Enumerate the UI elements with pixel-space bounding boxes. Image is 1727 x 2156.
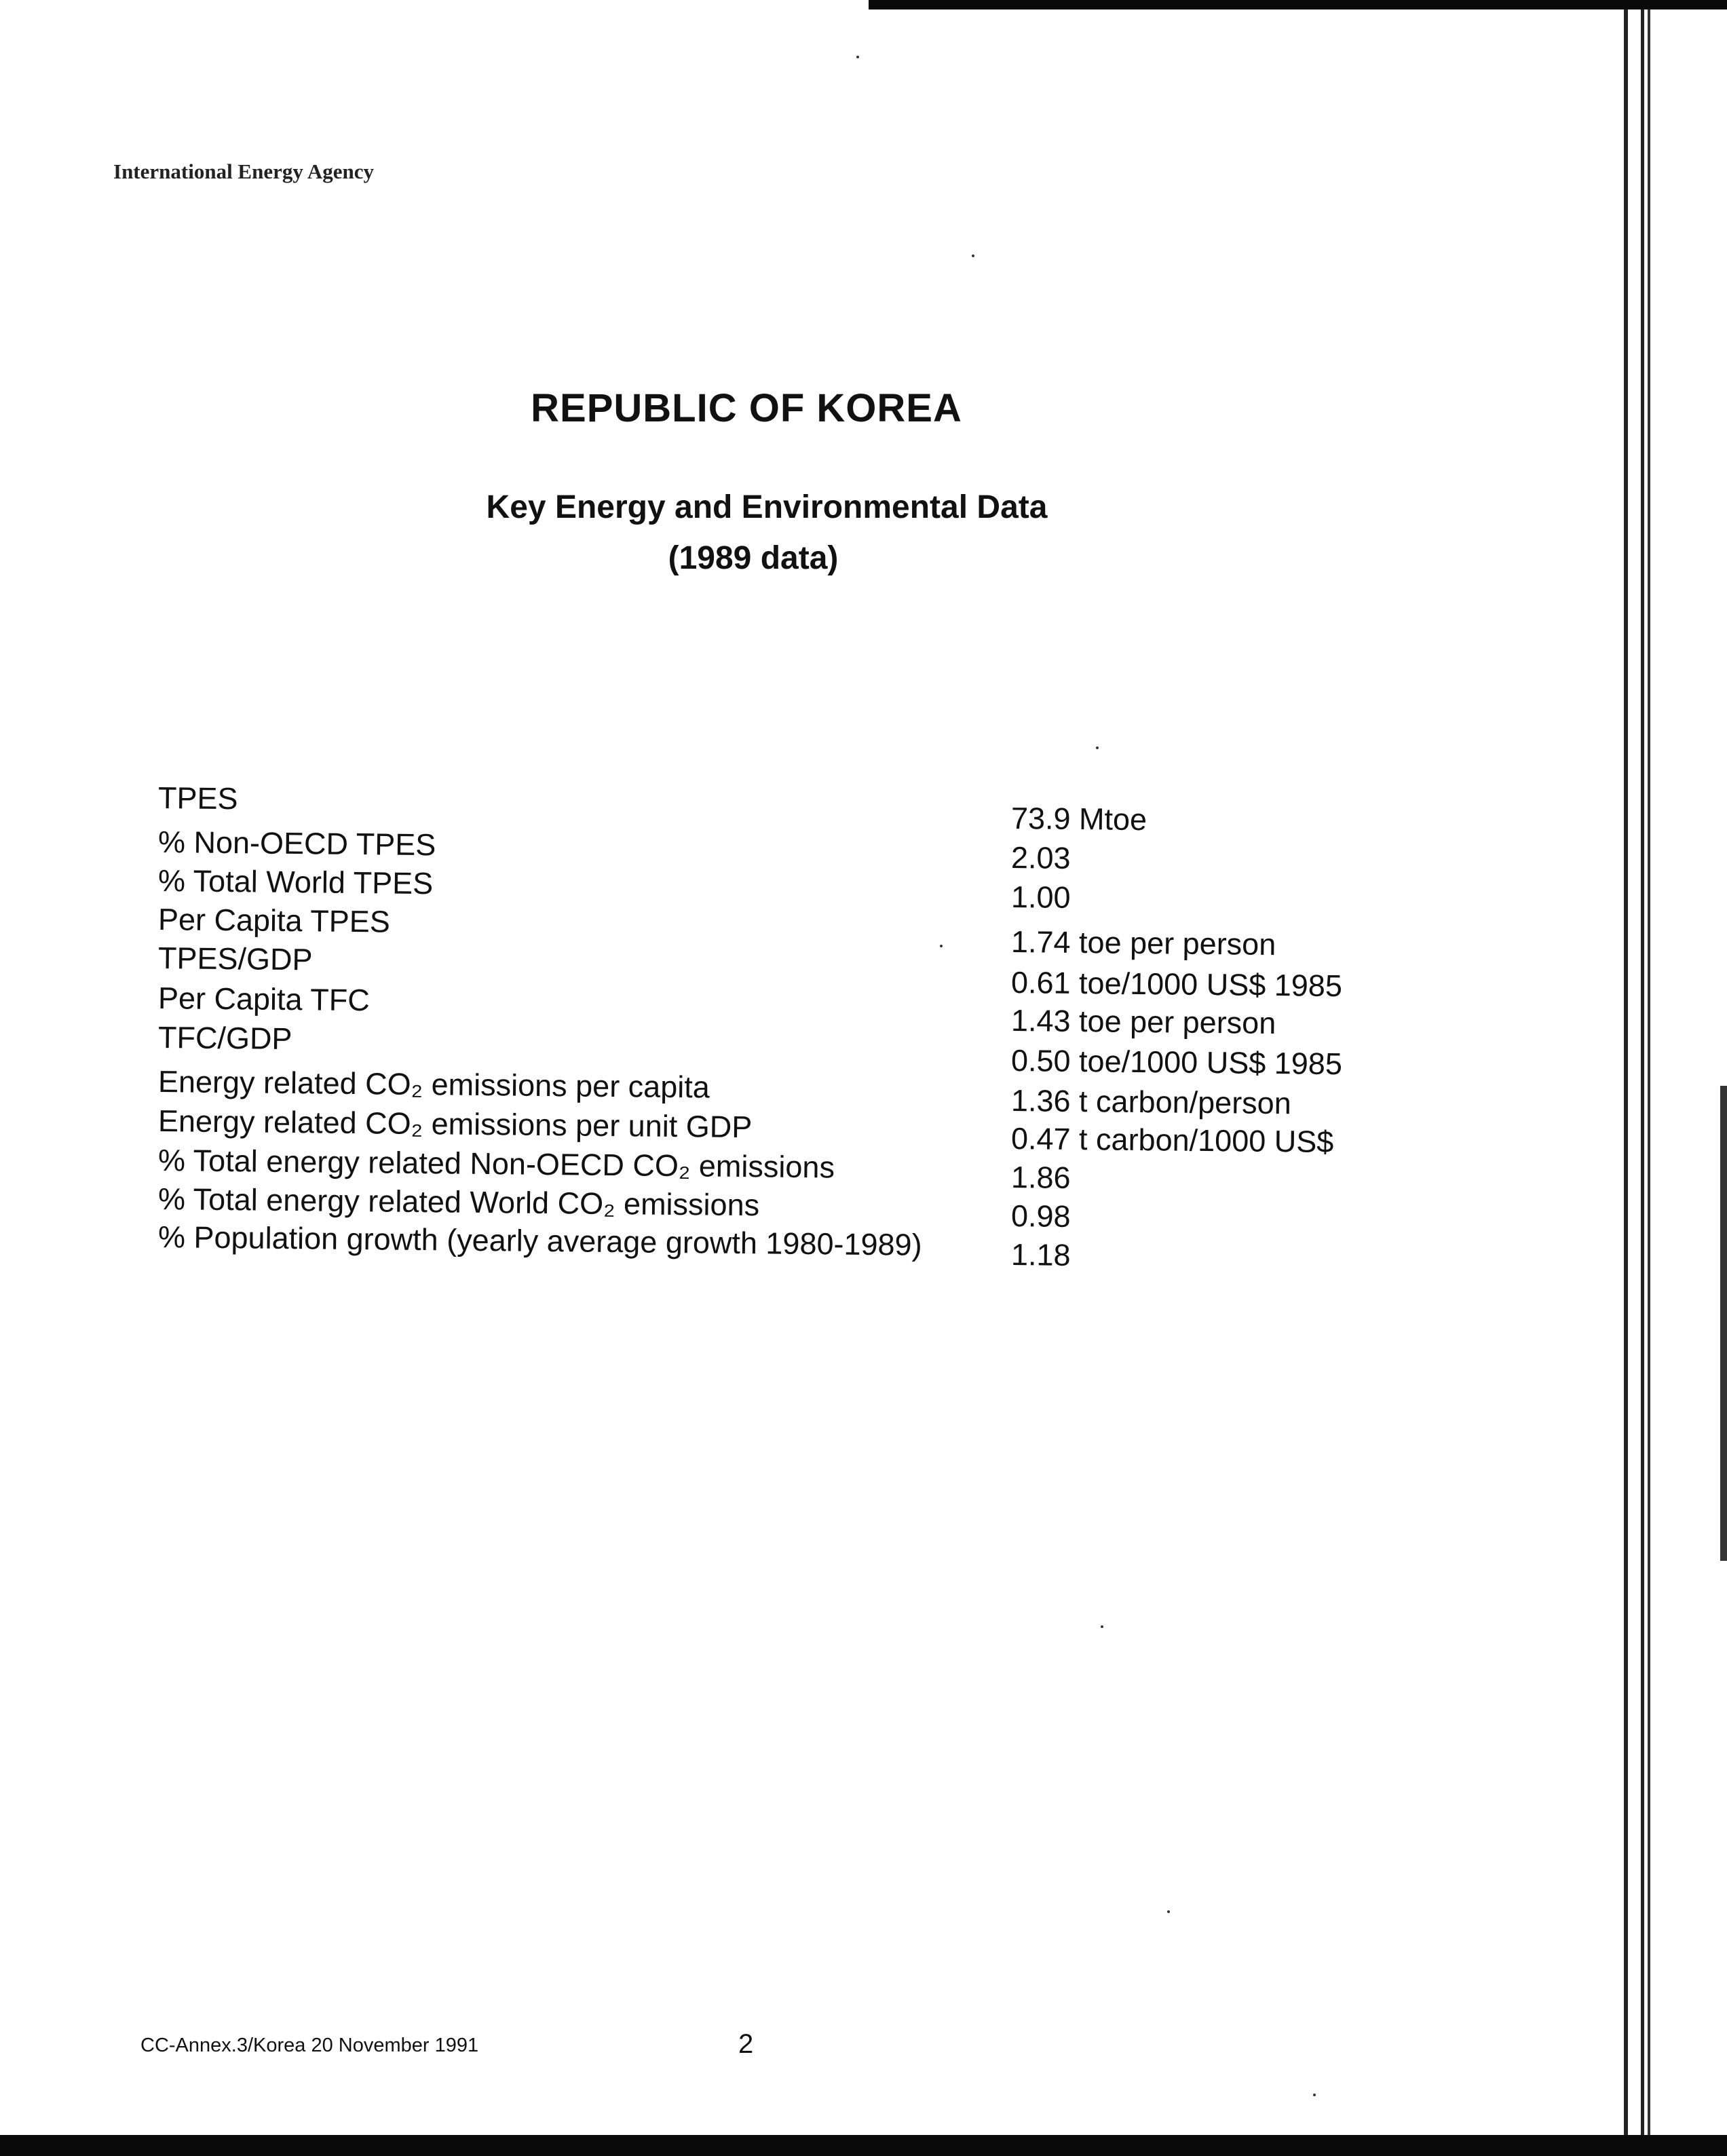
row-label: Per Capita TPES [157, 902, 391, 939]
scan-edge-right [1648, 10, 1650, 2135]
agency-header: International Energy Agency [113, 159, 375, 183]
scan-speck [972, 254, 974, 257]
row-label: % Total energy related Non-OECD CO₂ emissions [157, 1143, 835, 1185]
scan-edge-bottom [0, 2135, 1727, 2156]
row-label: % Non-OECD TPES [157, 825, 436, 863]
row-label: % Total World TPES [157, 863, 434, 901]
row-value: 1.43 toe per person [1010, 1003, 1276, 1041]
row-value: 1.18 [1010, 1237, 1071, 1272]
row-label: % Population growth (yearly average growth 1980-1989) [157, 1219, 922, 1262]
scan-speck [856, 56, 859, 58]
row-label: TFC/GDP [157, 1020, 292, 1057]
row-value: 1.36 t carbon/person [1010, 1083, 1292, 1121]
row-value: 0.47 t carbon/1000 US$ [1010, 1121, 1334, 1159]
scan-edge-right [1720, 1086, 1727, 1561]
footer-reference: CC-Annex.3/Korea 20 November 1991 [140, 2035, 479, 2056]
row-value: 2.03 [1010, 840, 1071, 875]
row-value: 0.98 [1010, 1198, 1071, 1234]
scan-speck [940, 945, 943, 947]
scan-speck [1167, 1910, 1170, 1913]
row-value: 0.61 toe/1000 US$ 1985 [1010, 965, 1343, 1004]
row-label: Energy related CO₂ emissions per unit GDP [157, 1103, 753, 1145]
page-number: 2 [738, 2029, 754, 2059]
page-title: REPUBLIC OF KOREA [531, 386, 962, 430]
row-value: 73.9 Mtoe [1010, 801, 1147, 837]
row-label: TPES [157, 780, 238, 816]
row-label: Per Capita TFC [157, 981, 371, 1018]
scan-edge-right [1624, 10, 1628, 2135]
scan-speck [1313, 2094, 1316, 2096]
row-label: % Total energy related World CO₂ emissions [157, 1181, 760, 1223]
row-label: Energy related CO₂ emissions per capita [157, 1064, 710, 1105]
page-subtitle: Key Energy and Environmental Data [486, 489, 1048, 525]
row-value: 1.86 [1010, 1160, 1071, 1195]
scan-speck [1096, 746, 1099, 749]
row-label: TPES/GDP [157, 941, 313, 977]
page-subtitle-year: (1989 data) [668, 540, 839, 576]
scan-edge-right [1641, 10, 1644, 2135]
row-value: 1.00 [1010, 880, 1071, 915]
row-value: 1.74 toe per person [1010, 924, 1276, 962]
scan-edge-top [869, 0, 1727, 10]
row-value: 0.50 toe/1000 US$ 1985 [1010, 1043, 1343, 1082]
scan-speck [1101, 1625, 1103, 1628]
